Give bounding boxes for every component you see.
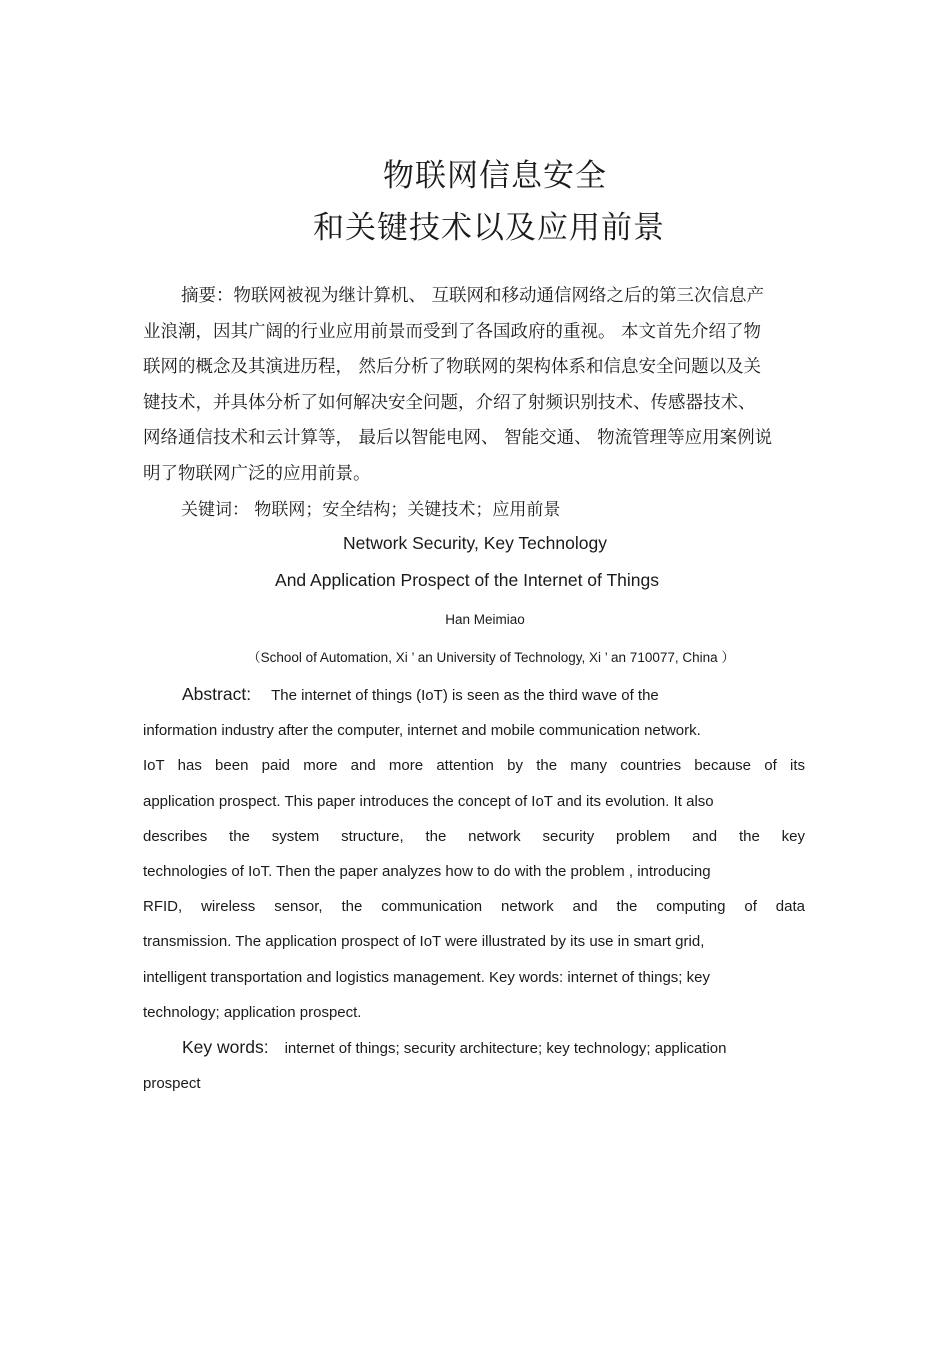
chinese-title-line-1: 物联网信息安全: [383, 158, 607, 194]
chinese-abstract-line: 摘要：物联网被视为继计算机、 互联网和移动通信网络之后的第三次信息产: [181, 286, 765, 306]
english-abstract-line: technologies of IoT. Then the paper analyzes how to do with the problem , introducing: [143, 863, 711, 881]
english-abstract-line: The internet of things (IoT) is seen as the third wave of the: [271, 687, 659, 704]
english-abstract-line: application prospect. This paper introduces the concept of IoT and its evolution. It also: [143, 792, 714, 810]
abstract-label: Abstract:: [182, 684, 252, 704]
author-name: Han Meimiao: [445, 612, 525, 627]
english-abstract-line: technology; application prospect.: [143, 1003, 362, 1021]
chinese-abstract-line: 网络通信技术和云计算等， 最后以智能电网、 智能交通、 物流管理等应用案例说: [143, 428, 773, 448]
english-keywords: [143, 1030, 805, 1101]
english-title-line-1: Network Security, Key Technology: [343, 533, 607, 553]
keywords-label: Key words:: [182, 1037, 269, 1057]
chinese-abstract-line: 联网的概念及其演进历程， 然后分析了物联网的架构体系和信息安全问题以及关: [143, 357, 762, 377]
english-keywords-text: internet of things; security architecture; key technology; application: [284, 1040, 727, 1057]
english-keywords-text: prospect: [143, 1075, 201, 1093]
chinese-abstract: [143, 279, 808, 492]
english-keywords-first-line: [143, 1030, 805, 1066]
english-abstract-line: transmission. The application prospect of IoT were illustrated by its use in smart grid,: [143, 933, 705, 951]
english-abstract-line: intelligent transportation and logistics management. Key words: internet of things; key: [143, 968, 710, 986]
english-title-line-2: And Application Prospect of the Internet of Things: [275, 570, 659, 590]
english-abstract-line: describes the system structure, the network security problem and the key: [143, 827, 805, 845]
chinese-keywords: 关键词： 物联网；安全结构；关键技术；应用前景: [181, 500, 561, 520]
english-abstract: [143, 677, 805, 1030]
chinese-title-line-2: 和关键技术以及应用前景: [313, 210, 665, 246]
english-abstract-first-line: [143, 677, 805, 713]
english-abstract-line: RFID, wireless sensor, the communication network and the computing of data: [143, 898, 805, 916]
english-abstract-line: IoT has been paid more and more attention by the many countries because of its: [143, 757, 805, 775]
english-abstract-line: information industry after the computer, internet and mobile communication network.: [143, 722, 701, 740]
chinese-abstract-line: 业浪潮，因其广阔的行业应用前景而受到了各国政府的重视。 本文首先介绍了物: [143, 321, 762, 342]
chinese-abstract-line: 键技术，并具体分析了如何解决安全问题，介绍了射频识别技术、传感器技术、: [143, 392, 756, 413]
chinese-abstract-line: 明了物联网广泛的应用前景。: [143, 463, 371, 484]
author-affiliation: （School of Automation, Xi ’ an University of Technology, Xi ’ an 710077, China ）: [247, 650, 735, 665]
